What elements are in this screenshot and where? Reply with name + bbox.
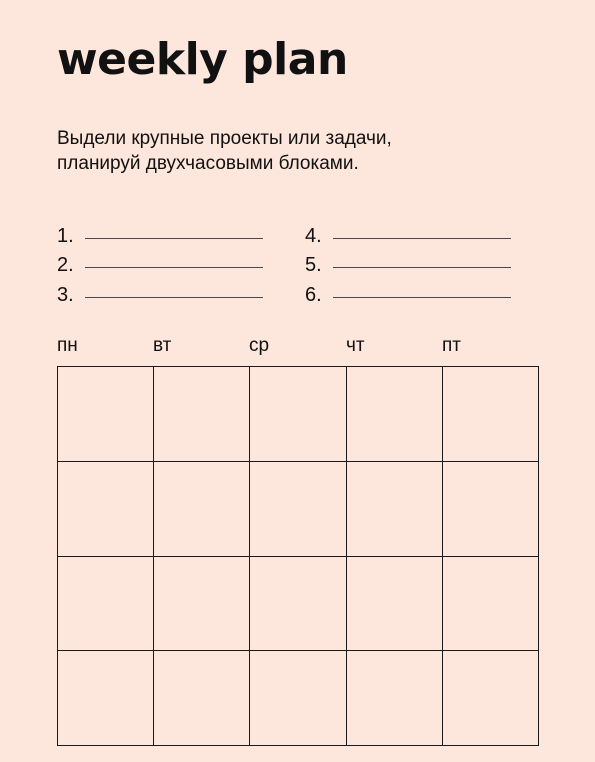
write-in-line[interactable] [85, 238, 263, 239]
plan-cell[interactable] [250, 651, 346, 746]
slot-number: 5. [305, 254, 322, 276]
plan-cell[interactable] [250, 462, 346, 557]
plan-cell[interactable] [154, 651, 250, 746]
priority-slot-3 [57, 281, 287, 311]
write-in-line[interactable] [333, 297, 511, 298]
day-label-wed: ср [249, 335, 270, 356]
plan-cell[interactable] [250, 557, 346, 652]
plan-cell[interactable] [58, 651, 154, 746]
write-in-line[interactable] [85, 267, 263, 268]
plan-cell[interactable] [443, 651, 539, 746]
instructions [57, 126, 392, 176]
day-headers [57, 333, 539, 359]
plan-cell[interactable] [443, 557, 539, 652]
write-in-line[interactable] [333, 238, 511, 239]
slot-number: 1. [57, 225, 74, 247]
priority-slot-6 [305, 281, 535, 311]
write-in-line[interactable] [85, 297, 263, 298]
instructions-line-1: Выдели крупные проекты или задачи, [57, 128, 392, 149]
priority-slot-1 [57, 222, 287, 252]
plan-cell[interactable] [58, 367, 154, 462]
plan-cell[interactable] [58, 557, 154, 652]
day-label-thu: чт [346, 335, 365, 356]
page-title: weekly plan [57, 34, 348, 85]
plan-cell[interactable] [250, 367, 346, 462]
day-label-fri: пт [442, 335, 461, 356]
slot-number: 6. [305, 284, 322, 306]
plan-cell[interactable] [154, 557, 250, 652]
priority-slot-4 [305, 222, 535, 252]
slot-number: 4. [305, 225, 322, 247]
plan-cell[interactable] [443, 367, 539, 462]
plan-cell[interactable] [347, 557, 443, 652]
week-grid [57, 366, 539, 746]
priority-slot-5 [305, 251, 535, 281]
plan-cell[interactable] [347, 462, 443, 557]
instructions-line-2: планируй двухчасовыми блоками. [57, 153, 359, 174]
slot-number: 2. [57, 254, 74, 276]
plan-cell[interactable] [443, 462, 539, 557]
plan-cell[interactable] [347, 651, 443, 746]
day-label-mon: пн [57, 335, 78, 356]
plan-cell[interactable] [58, 462, 154, 557]
write-in-line[interactable] [333, 267, 511, 268]
slot-number: 3. [57, 284, 74, 306]
plan-cell[interactable] [154, 462, 250, 557]
plan-cell[interactable] [347, 367, 443, 462]
plan-cell[interactable] [154, 367, 250, 462]
day-label-tue: вт [153, 335, 172, 356]
priority-slot-2 [57, 251, 287, 281]
